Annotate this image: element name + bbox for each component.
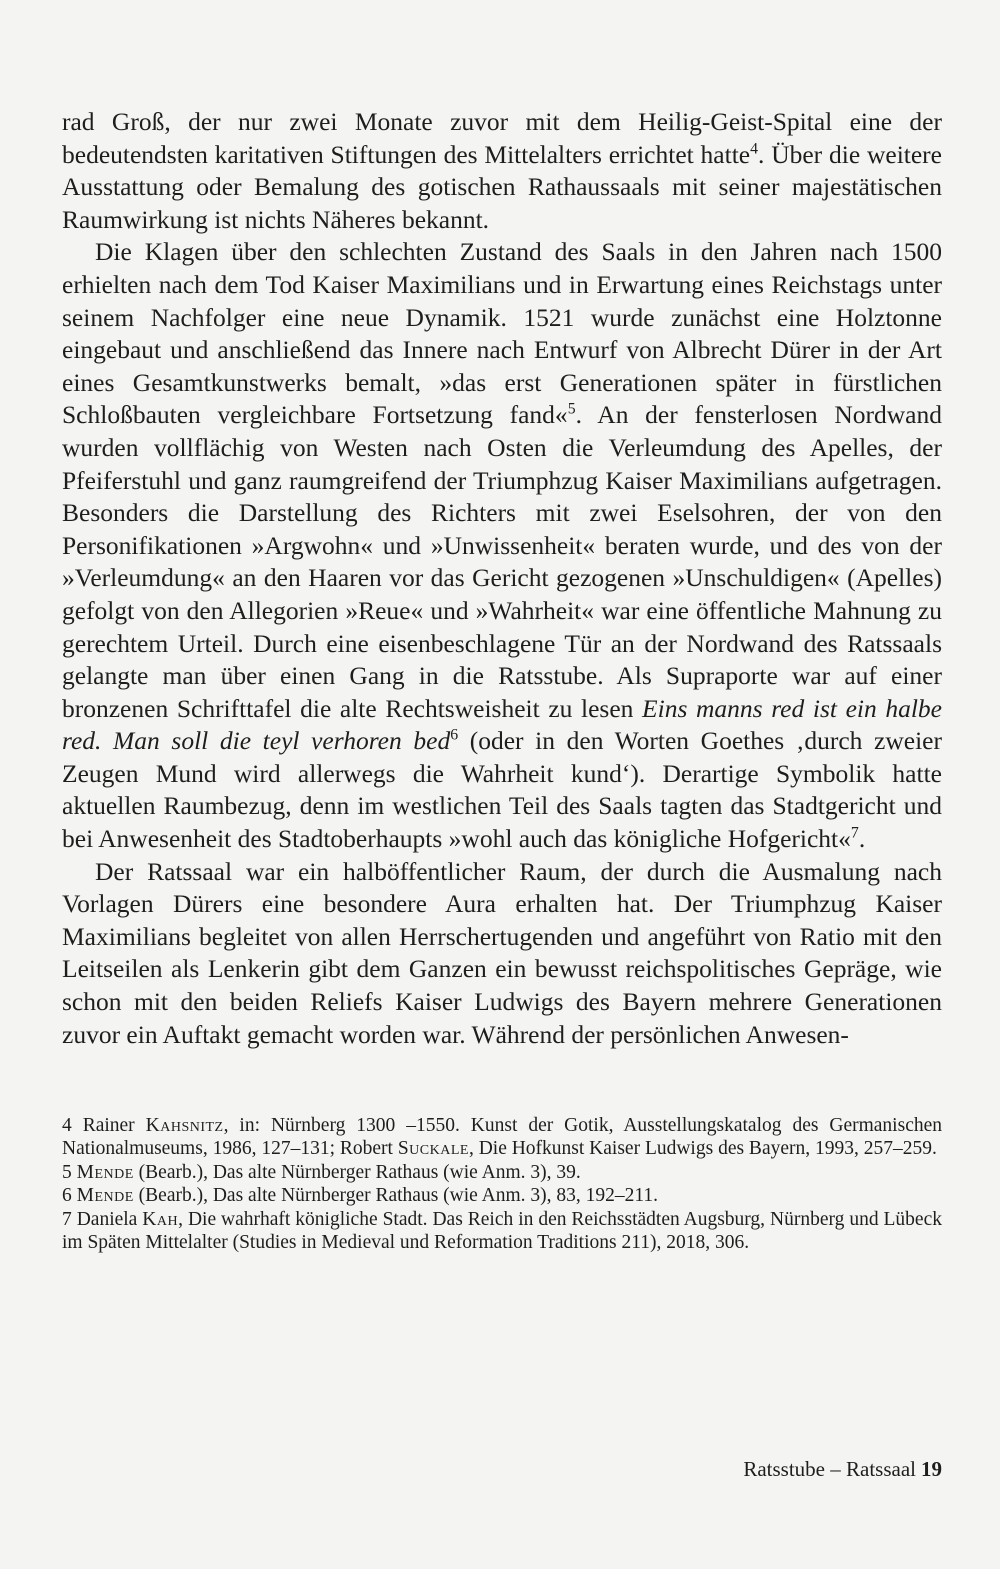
footnote-ref-6[interactable]: 6 (450, 726, 459, 744)
paragraph-2-text-a: Die Klagen über den schlechten Zustand des Saals in den Jahren nach 1500 erhielten nach dem Tod Kaiser Maximilians und in Erwartung eines Reichstags unter seinem Nachfolger eine neue Dynamik. 1521 wurde zunächst eine Holztonne eingebaut und anschließend das Innere nach Entwurf von Albrecht Dürer in der Art eines Gesamtkunstwerks bemalt, »das erst Generationen später in fürstlichen Schloßbauten vergleichbare Fortsetzung fand« (62, 237, 942, 430)
footnote-text: (Bearb.), Das alte Nürnberger Rathaus (wie Anm. 3), 83, 192–211. (133, 1185, 659, 1207)
page-footer (743, 1456, 942, 1482)
paragraph-2 (62, 236, 942, 855)
footnote-4 (62, 1114, 942, 1161)
paragraph-1 (62, 106, 942, 236)
running-title: Ratsstube – Ratssaal (743, 1457, 916, 1481)
paragraph-2-text-b: . An der fensterlosen Nordwand wurden vollflächig von Westen nach Osten die Verleumdung des Apelles, der Pfeiferstuhl und ganz raumgreifend der Triumphzug Kaiser Maximilians aufgetragen. Besonders die Darstellung des Richters mit zwei Eselsohren, der von den Personifikationen »Argwohn« und »Unwissenheit« beraten wurde, und des von der »Verleumdung« an den Haaren vor das Gericht gezogenen »Unschuldigen« (Apelles) gefolgt von den Allegorien »Reue« und »Wahrheit« war eine öffentliche Mahnung zu gerechtem Urteil. Durch eine eisenbeschlagene Tür an der Nordwand des Ratssaals gelangte man über einen Gang in die Ratsstube. Als Supraporte war auf einer bronzenen Schrifttafel die alte Rechtsweisheit zu lesen (62, 400, 942, 723)
footnote-text: Rainer (82, 1115, 146, 1136)
inscription-quote: Eins manns red ist ein halbe red. Man soll die teyl verhoren bed (62, 693, 942, 756)
footnote-text: , Die Hofkunst Kaiser Ludwigs des Bayern, 1993, 257–259. (468, 1138, 937, 1160)
footnote-author: Suckale (397, 1138, 469, 1160)
footnote-author: Kah (142, 1208, 179, 1230)
footnote-number: 7 (62, 1208, 72, 1230)
footnote-author: Mende (76, 1161, 134, 1183)
footnote-text: (Bearb.), Das alte Nürnberger Rathaus (wie Anm. 3), 39. (133, 1161, 581, 1183)
footnote-ref-5[interactable]: 5 (567, 400, 576, 418)
footnote-text: , Die wahrhaft königliche Stadt. Das Reich in den Reichsstädten Augsburg, Nürnberg und Lübeck im Späten Mittelalter (Studies in Medieval und Reformation Traditions 211), 2018, 306. (62, 1208, 942, 1254)
footnote-number: 6 (62, 1185, 72, 1207)
paragraph-2-text-d: . (858, 824, 866, 854)
page-number: 19 (921, 1457, 942, 1481)
footnotes (62, 1114, 942, 1254)
footnote-text: Daniela (76, 1208, 143, 1230)
footnote-ref-4[interactable]: 4 (750, 140, 758, 158)
paragraph-1-text-a: rad Groß, der nur zwei Monate zuvor mit dem Heilig-Geist-Spital eine der bedeutendsten karitativen Stiftungen des Mittelalters errichtet hatte (62, 107, 942, 169)
footnote-ref-7[interactable]: 7 (850, 824, 859, 842)
footnote-author: Kahsnitz (145, 1115, 224, 1136)
footnote-text: , in: Nürnberg 1300 –1550. Kunst der Gotik, Ausstellungskatalog des Germanischen Nationalmuseums, 1986, 127–131; Robert (62, 1115, 943, 1160)
paragraph-3: Der Ratssaal war ein halböffentlicher Raum, der durch die Ausmalung nach Vorlagen Dürers eine besondere Aura erhalten hat. Der Triumphzug Kaiser Maximilians begleitet von allen Herrschertugenden und angeführt von Ratio mit den Leitseilen als Lenkerin gibt dem Ganzen ein bewusst reichspolitisches Gepräge, wie schon mit den beiden Reliefs Kaiser Ludwigs des Bayern mehrere Generationen zuvor ein Auftakt gemacht worden war. Während der persönlichen Anwesen- (62, 856, 942, 1049)
footnote-author: Mende (76, 1185, 134, 1207)
footnote-6 (62, 1184, 942, 1207)
footnote-number: 5 (62, 1161, 72, 1183)
paragraph-2-text-c: (oder in den Worten Goethes ‚durch zweier Zeugen Mund wird allerwegs die Wahrheit kund‘). Derartige Symbolik hatte aktuellen Raumbezug, denn im westlichen Teil des Saals tagten das Stadtgericht und bei Anwesenheit des Stadtoberhaupts »wohl auch das königliche Hofgericht« (62, 726, 942, 854)
footnote-7 (62, 1208, 942, 1255)
footnote-5 (62, 1161, 942, 1184)
footnote-number: 4 (62, 1115, 72, 1136)
paragraph-1-text-b: . Über die weitere Ausstattung oder Bemalung des gotischen Rathaussaals mit seiner majestätischen Raumwirkung ist nichts Näheres bekannt. (62, 139, 942, 234)
main-text (62, 106, 942, 1051)
